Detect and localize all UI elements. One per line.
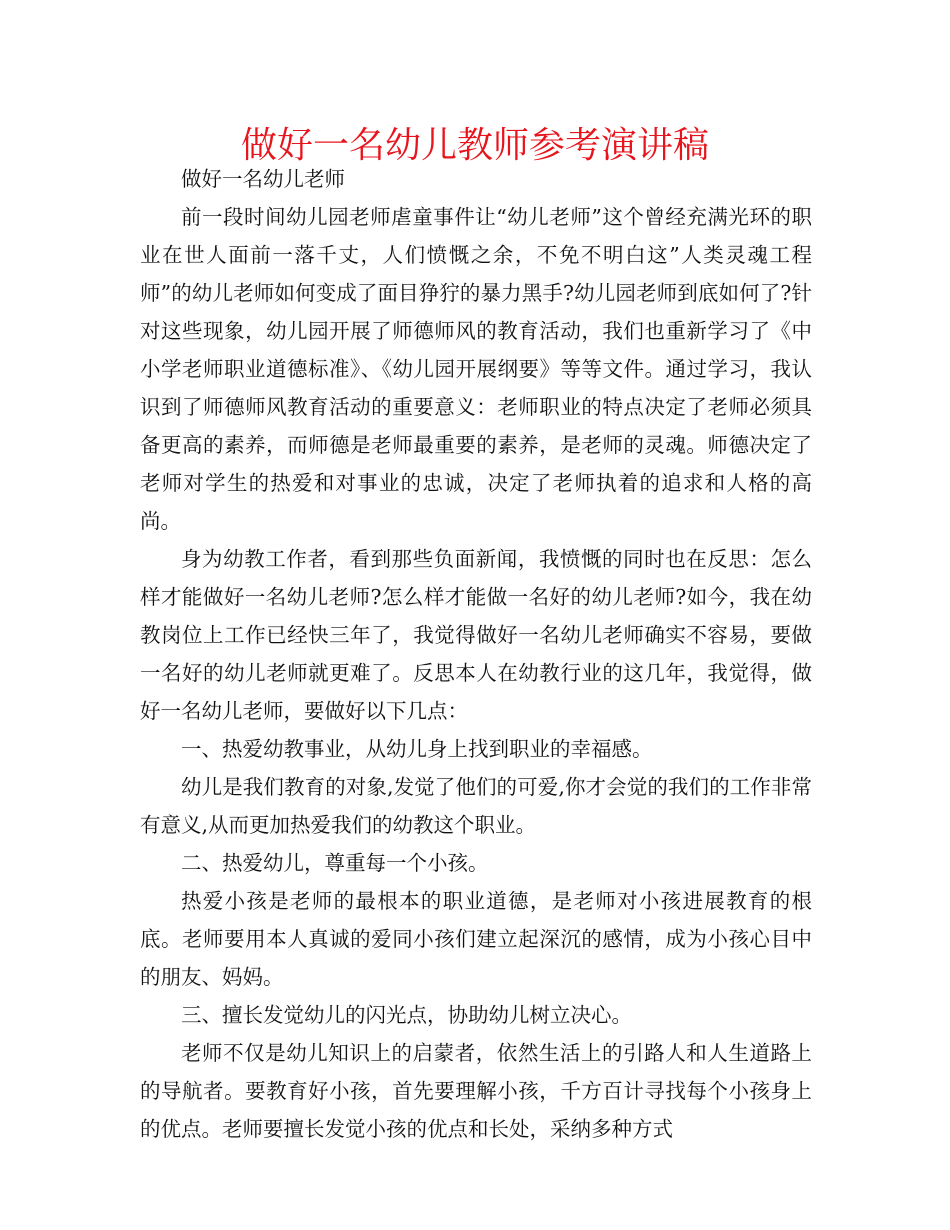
paragraph: 身为幼教工作者，看到那些负面新闻，我愤慨的同时也在反思：怎么样才能做好一名幼儿老师?怎么样才能做一名好的幼儿老师?如今，我在幼教岗位上工作已经快三年了，我觉得做好一名幼儿老师确实不容易，要做一名好的幼儿老师就更难了。反思本人在幼教行业的这几年，我觉得，做好一名幼儿老师，要做好以下几点： [140, 547, 812, 723]
paragraph: 老师不仅是幼儿知识上的启蒙者，依然生活上的引路人和人生道路上的导航者。要教育好小孩，首先要理解小孩，千方百计寻找每个小孩身上的优点。老师要擅长发觉小孩的优点和长处，采纳多种方式 [140, 1041, 812, 1141]
section-heading: 三、擅长发觉幼儿的闪光点，协助幼儿树立决心。 [181, 1003, 632, 1027]
document-subtitle: 做好一名幼儿老师 [181, 167, 345, 191]
document-body [140, 160, 812, 1148]
paragraph: 前一段时间幼儿园老师虐童事件让“幼儿老师”这个曾经充满光环的职业在世人面前一落千丈，人们愤慨之余，不免不明白这”人类灵魂工程师”的幼儿老师如何变成了面目狰狞的暴力黑手?幼儿园老师到底如何了?针对这些现象，幼儿园开展了师德师风的教育活动，我们也重新学习了《中小学老师职业道德标准》、《幼儿园开展纲要》等等文件。通过学习，我认识到了师德师风教育活动的重要意义：老师职业的特点决定了老师必须具备更高的素养，而师德是老师最重要的素养，是老师的灵魂。师德决定了老师对学生的热爱和对事业的忠诚，决定了老师执着的追求和人格的高尚。 [140, 205, 812, 533]
section-heading: 一、热爱幼教事业，从幼儿身上找到职业的幸福感。 [181, 737, 653, 761]
paragraph: 热爱小孩是老师的最根本的职业道德，是老师对小孩进展教育的根底。老师要用本人真诚的爱同小孩们建立起深沉的感情，成为小孩心目中的朋友、妈妈。 [140, 889, 812, 989]
paragraph: 幼儿是我们教育的对象,发觉了他们的可爱,你才会觉的我们的工作非常有意义,从而更加热爱我们的幼教这个职业。 [140, 775, 812, 837]
document-title: 做好一名幼儿教师参考演讲稿 [240, 125, 709, 166]
section-heading: 二、热爱幼儿，尊重每一个小孩。 [181, 851, 489, 875]
